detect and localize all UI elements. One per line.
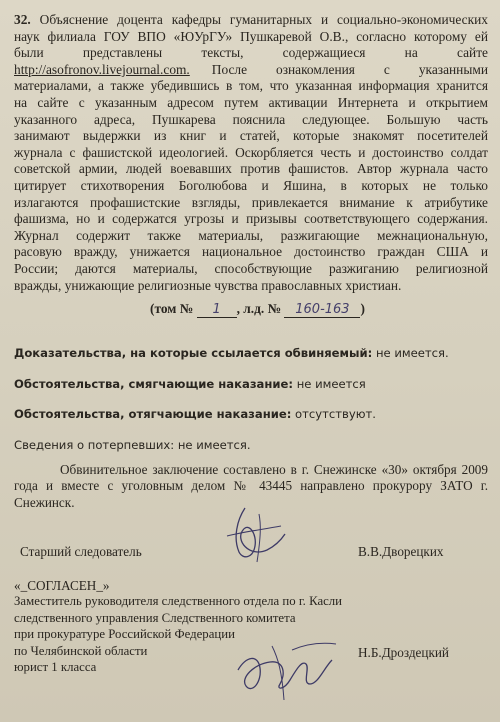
ref-mid: , л.д. № (236, 301, 282, 316)
para-line: занимают выдержки из книг и статей, которые знакомят посетителей (14, 128, 488, 144)
para-line: вражды, унижающие религиозные чувства православных христиан. (14, 277, 402, 293)
mitigating-value: не имеется (296, 377, 366, 391)
closing-line: Снежинск. (14, 494, 75, 510)
closing-line: года и вместе с уголовным делом № 43445 направлено прокурору ЗАТО г. (14, 478, 488, 494)
para-line: цитирует стихотворения Боголюбова и Яшина, в которых не только (14, 177, 488, 193)
para-line: После ознакомления с указанными (211, 61, 488, 77)
case-reference (150, 301, 365, 318)
para-line: наук филиала ГОУ ВПО «ЮУрГУ» Пушкаревой О.В., согласно которому ей (14, 28, 488, 44)
victims-line (14, 437, 251, 453)
evidence-label: Доказательства, на которые ссылается обвиняемый: (14, 346, 373, 360)
approval-name: Н.Б.Дроздецкий (358, 645, 449, 660)
para-line: Журнал содержит также материалы, разжигающие межнациональную, (14, 227, 488, 243)
approval-signature (232, 628, 342, 708)
approval-line: юрист 1 класса (14, 660, 97, 674)
investigator-name: В.В.Дворецких (358, 544, 444, 559)
pages-number-handwritten: 160-163 (284, 302, 360, 318)
aggravating-label: Обстоятельства, отягчающие наказание: (14, 407, 292, 421)
investigator-signature (215, 500, 295, 570)
evidence-line (14, 345, 449, 361)
section-32-paragraph (14, 12, 488, 294)
victims-text: Сведения о потерпевших: не имеется. (14, 438, 251, 452)
evidence-value: не имеется. (375, 346, 449, 360)
para-line: расовую вражду, унижается национальное достоинство граждан США и (14, 244, 488, 260)
para-line: фашизма, но и содержатся угрозы и призывы соответствующего содержания. (14, 211, 488, 227)
para-line: излагаются профашистские взгляды, привлекается внимание к атрибутике (14, 194, 488, 210)
volume-number-handwritten: 1 (197, 302, 237, 318)
ref-suffix: ) (360, 301, 365, 316)
approval-heading: «_СОГЛАСЕН_» (14, 578, 110, 593)
aggravating-line (14, 406, 376, 422)
para-line: России; даются материалы, способствующие разжиганию религиозной (14, 260, 488, 276)
para-line: советской армии, людей воевавших против фашистов. Автор журнала часто (14, 161, 488, 177)
aggravating-value: отсутствуют. (295, 407, 376, 421)
para-line: на сайте с указанным адресом путем активации Интернета и открытием (14, 94, 488, 110)
approval-line: следственного управления Следственного комитета (14, 610, 296, 625)
investigator-title: Старший следователь (20, 544, 142, 559)
para-line: были представлены тексты, содержащиеся на сайте (14, 45, 488, 61)
approval-line: по Челябинской области (14, 643, 148, 658)
ref-prefix: (том № (150, 301, 194, 316)
site-link[interactable]: http://asofronov.livejournal.com. (14, 61, 190, 77)
para-line: Объяснение доцента кафедры гуманитарных и социально-экономических (39, 12, 488, 27)
mitigating-line (14, 376, 366, 392)
mitigating-label: Обстоятельства, смягчающие наказание: (14, 377, 294, 391)
para-line: материалами, а также убедившись в том, что указанная информация хранится (14, 78, 488, 94)
approval-line: Заместитель руководителя следственного отдела по г. Касли (14, 594, 343, 608)
para-line: журнала с фашистской идеологией. Оскорбляется честь и достоинство солдат (14, 144, 488, 160)
para-line: указанного адреса, Пушкарева пояснила следующее. Большую часть (14, 111, 488, 127)
section-number: 32. (14, 12, 31, 27)
approval-line: при прокуратуре Российской Федерации (14, 627, 235, 641)
closing-line: Обвинительное заключение составлено в г. Снежинске «30» октября 2009 (60, 462, 488, 477)
